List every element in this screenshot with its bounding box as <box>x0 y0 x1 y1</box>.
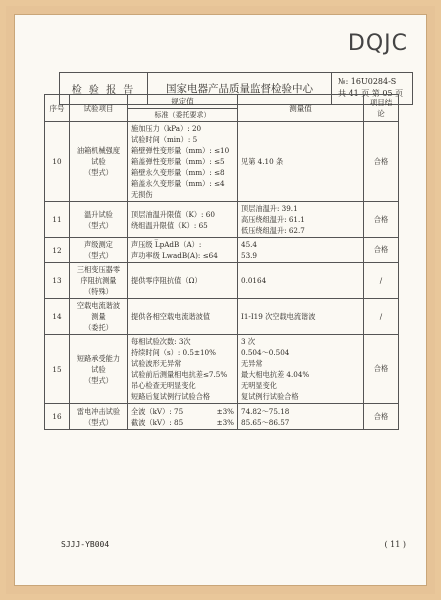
row-spec <box>128 335 238 404</box>
measured-line: 0.0164 <box>241 276 267 285</box>
page-number: ( 11 ) <box>384 540 406 549</box>
table-row <box>45 202 399 238</box>
table-row <box>45 404 399 430</box>
test-results-table <box>44 94 399 430</box>
header-spec: 规定值 <box>128 95 238 109</box>
measured-line: 85.65～86.57 <box>241 417 290 427</box>
table-row <box>45 122 399 202</box>
spec-tolerance: ±3% <box>216 406 234 416</box>
row-item <box>70 238 128 263</box>
row-spec <box>128 404 238 430</box>
spec-tolerance: ±3% <box>216 417 234 427</box>
measured-line: 0.504～0.504 <box>241 348 290 357</box>
item-line: （型式） <box>84 375 113 385</box>
row-conclusion: / <box>364 263 399 299</box>
row-item <box>70 335 128 404</box>
item-line: 空载电流谐波 <box>76 301 121 310</box>
spec-line: 箱盖弹性变形量（mm）: ≤5 <box>131 157 225 166</box>
header-measured: 测量值 <box>238 95 364 122</box>
table-header-row <box>45 95 399 109</box>
spec-value: 截波（kV）: 85 <box>131 417 184 427</box>
spec-line: 试验前后测量相电抗差≤7.5% <box>131 370 228 379</box>
spec-line: 箱盖永久变形量（mm）: ≤4 <box>131 179 225 188</box>
row-seq: 10 <box>45 122 70 202</box>
header-conclusion: 项目结论 <box>364 95 399 122</box>
spec-line: 无损伤 <box>131 190 153 199</box>
row-measured <box>238 299 364 335</box>
row-conclusion: 合格 <box>364 122 399 202</box>
spec-line: 箱壁弹性变形量（mm）: ≤10 <box>131 146 230 155</box>
measured-line: 顶层油温升: 39.1 <box>241 204 298 213</box>
spec-line: 声压级 L̅pAdB（A）: <box>131 240 202 249</box>
item-line: 声级测定 <box>84 240 113 249</box>
row-conclusion: 合格 <box>364 335 399 404</box>
measured-line: 45.4 <box>241 240 258 249</box>
row-spec <box>128 122 238 202</box>
row-spec <box>128 238 238 263</box>
row-conclusion: 合格 <box>364 404 399 430</box>
measured-line: 最大相电抗差 4.04% <box>241 370 310 379</box>
table-row <box>45 263 399 299</box>
table-row <box>45 238 399 263</box>
row-measured <box>238 238 364 263</box>
item-line: （委托） <box>84 323 113 332</box>
measured-line: 无明显变化 <box>241 381 277 390</box>
page-count: 共 41 页 第 05 页 <box>338 89 404 98</box>
item-line: 测量 <box>91 312 106 321</box>
dqjc-logo: DQJC <box>347 31 408 56</box>
row-measured <box>238 122 364 202</box>
row-measured <box>238 404 364 430</box>
item-line: （型式） <box>84 220 113 230</box>
measured-line: 低压绕组温升: 62.7 <box>241 226 305 235</box>
header-item: 试验项目 <box>70 95 128 122</box>
spec-line: 试验时间（min）: 5 <box>131 135 198 144</box>
item-line: 油箱机械强度 <box>76 146 121 155</box>
spec-value: 全波（kV）: 75 <box>131 406 184 416</box>
item-line: （型式） <box>84 168 113 177</box>
spec-line: 试验波形无异常 <box>131 359 182 368</box>
spec-line: 提供零序阻抗值（Ω） <box>131 276 202 285</box>
spec-line: 声功率级 LwadB(A): ≤64 <box>131 251 218 260</box>
row-spec <box>128 299 238 335</box>
measured-line: 高压绕组温升: 61.1 <box>241 215 305 224</box>
item-line: 雷电冲击试验 <box>76 406 121 416</box>
measured-line: 3 次 <box>241 337 256 346</box>
spec-line: 每相试验次数: 3次 <box>131 337 191 346</box>
measured-line: 53.9 <box>241 251 258 260</box>
spec-line: 绕组温升限值（K）: 65 <box>131 220 208 230</box>
item-line: 三相变压器零 <box>76 265 121 274</box>
header-spec-sub: 标准（委托要求） <box>128 109 238 122</box>
spec-line: 施加压力（kPa）: 20 <box>131 124 202 133</box>
row-spec <box>128 263 238 299</box>
row-measured <box>238 202 364 238</box>
row-item <box>70 404 128 430</box>
item-line: 温升试验 <box>84 209 113 219</box>
row-item <box>70 122 128 202</box>
measured-line: 复试例行试验合格 <box>241 392 299 401</box>
row-measured <box>238 335 364 404</box>
row-seq: 14 <box>45 299 70 335</box>
row-item <box>70 263 128 299</box>
spec-line: 箱壁永久变形量（mm）: ≤8 <box>131 168 225 177</box>
spec-line: 顶层油温升限值（K）: 60 <box>131 209 215 219</box>
header-seq: 序号 <box>45 95 70 122</box>
spec-line: 吊心检查无明显变化 <box>131 381 196 390</box>
measured-line: 见第 4.10 条 <box>241 157 284 166</box>
row-conclusion: 合格 <box>364 238 399 263</box>
row-conclusion: 合格 <box>364 202 399 238</box>
row-item <box>70 202 128 238</box>
item-line: （型式） <box>84 251 113 260</box>
header-center: 国家电器产品质量监督检验中心 <box>148 73 332 104</box>
header-title: 检 验 报 告 <box>60 73 148 104</box>
item-line: 试验 <box>91 364 106 374</box>
row-measured <box>238 263 364 299</box>
row-item <box>70 299 128 335</box>
form-code: SJJJ-YB004 <box>61 540 110 549</box>
row-conclusion: / <box>364 299 399 335</box>
item-line: （型式） <box>84 417 113 427</box>
row-seq: 12 <box>45 238 70 263</box>
row-seq: 11 <box>45 202 70 238</box>
row-spec <box>128 202 238 238</box>
spec-line: 提供各相空载电流谐波值 <box>131 312 211 321</box>
spec-line <box>131 406 234 417</box>
item-line: （特殊） <box>84 287 113 296</box>
item-line: 试验 <box>91 157 106 166</box>
spec-line: 短路后复试例行试验合格 <box>131 392 211 401</box>
table-row <box>45 299 399 335</box>
spec-line <box>131 417 234 428</box>
row-seq: 13 <box>45 263 70 299</box>
item-line: 短路承受能力 <box>76 353 121 363</box>
spec-line: 持续时间（s）: 0.5±10% <box>131 348 216 357</box>
report-number: №: 16U0284-S <box>338 77 397 86</box>
measured-line: 74.82～75.18 <box>241 406 290 416</box>
measured-line: 无异常 <box>241 359 263 368</box>
measured-line: I1-I19 次空载电流谐波 <box>241 312 316 321</box>
item-line: 序阻抗测量 <box>80 276 117 285</box>
table-row <box>45 335 399 404</box>
row-seq: 16 <box>45 404 70 430</box>
row-seq: 15 <box>45 335 70 404</box>
